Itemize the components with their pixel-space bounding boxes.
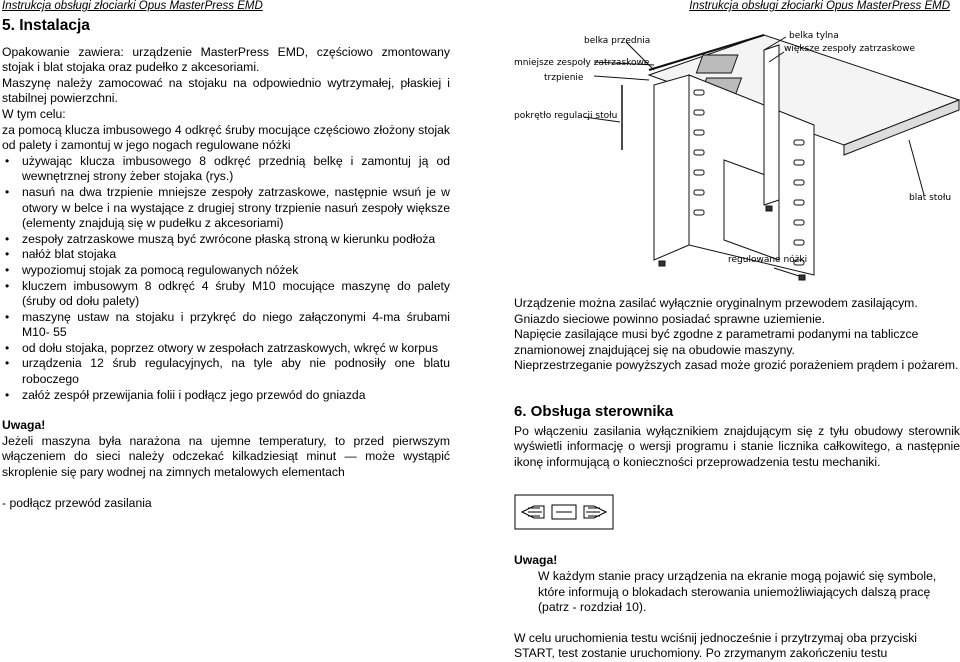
label-table-knob: pokrętło regulacji stołu [514,111,618,121]
label-pin: trzpienie [544,73,584,83]
right-warning-text: W każdym stanie pracy urządzenia na ekranie mogą pojawić się symbole, które informują o blokadach sterowania uniemożliwiających dalszą pracę (patrz - rozdział 10). [538,568,937,615]
warning-title: Uwaga! [2,418,46,433]
power-text-1: Urządzenie można zasilać wyłącznie oryginalnym przewodem zasilającym. [514,296,918,310]
controller-icon-panel [514,494,614,535]
installation-steps-list [2,154,450,404]
list-item: • nałóż blat stojaka [2,247,450,263]
power-text-3: Napięcie zasilające musi być zgodne z parametrami podanymi na tabliczce znamionowej znajdującej się na obudowie maszyny. [514,327,919,357]
power-text-2: Gniazdo sieciowe powinno posiadać sprawne uziemienie. [514,311,825,326]
power-cable-note: - podłącz przewód zasilania [2,495,152,510]
label-feet: regulowane nóżki [728,255,808,265]
list-item: • kluczem imbusowym 8 odkręć 4 śruby M10 mocujące maszynę do palety (śruby od dołu palety) [2,279,450,310]
hands-test-icon [514,494,614,530]
label-front-beam: belka przednia [584,36,651,46]
list-item: • wypoziomuj stojak za pomocą regulowanych nóżek [2,263,450,279]
list-item: • od dołu stojaka, poprzez otwory w zespołach zatrzaskowych, wkręć w korpus [2,341,450,357]
list-item: • urządzenia 12 śrub regulacyjnych, na tyle aby nie podnosiły one blatu roboczego [2,356,450,387]
controller-text: Po włączeniu zasilania wyłącznikiem znajdującym się z tyłu obudowy sterownik wyświetli informację o wersji programu i stanie licznika całkowitego, a następnie ikonę informującą o konieczności przeprowadzenia testu mechaniki. [514,423,960,469]
intro-paragraph-1: Opakowanie zawiera: urządzenie MasterPress EMD, częściowo zmontowany stojak i blat stojaka oraz pudełko z akcesoriami. [2,44,450,75]
start-text: W celu uruchomienia testu wciśnij jednocześnie i przytrzymaj oba przyciski START, test zostanie uruchomiony. Po zrzymanym zakończeniu testu [514,630,918,661]
power-text-4: Nieprzestrzeganie powyższych zasad może grozić porażeniem prądem i pożarem. [514,358,959,373]
page-header-left: Instrukcja obsługi złociarki Opus MasterPress EMD [2,0,263,12]
section-title-installation: 5. Instalacja [2,17,90,34]
list-item: • załóż zespół przewijania folii i podłącz jego przewód do gniazda [2,388,450,404]
section-title-controller: 6. Obsługa sterownika [514,402,674,420]
intro-paragraph-2: Maszynę należy zamocować na stojaku na odpowiednio wytrzymałej, płaskiej i stabilnej powierzchni. [2,75,450,106]
list-item: • maszynę ustaw na stojaku i przykręć do niego załączonymi 4-ma śrubami M10- 55 [2,310,450,341]
label-rear-beam: belka tylna [789,31,839,41]
warning-text: Jeżeli maszyna była narażona na ujemne temperatury, to przed pierwszym włączeniem do sieci należy odczekać kilkadziesiąt minut — może wystąpić skroplenie się pary wodnej na zimnych metalowych elementach [2,433,450,480]
list-item: • zespoły zatrzaskowe muszą być zwrócone płaską stroną w kierunku podłoża [2,232,450,248]
intro-paragraph-4: za pomocą klucza imbusowego 4 odkręć śruby mocujące częściowo złożony stojak od palety i zamontuj w jego nogach regulowane nóżki [2,122,450,153]
left-column [2,14,450,511]
page-header-right: Instrukcja obsługi złociarki Opus MasterPress EMD [689,0,950,12]
list-item: • używając klucza imbusowego 8 odkręć przednią belkę i zamontuj ją od wewnętrznej strony żeber stojaka (rys.) [2,154,450,185]
label-table-top: blat stołu [909,193,952,203]
right-warning-title: Uwaga! [514,553,558,568]
intro-paragraph-3: W tym celu: [2,106,66,121]
right-column [514,0,960,662]
label-larger-latch: większe zespoły zatrzaskowe [784,44,916,54]
label-small-latch: mniejsze zespoły zatrzaskowe [514,58,650,68]
list-item: • nasuń na dwa trzpienie mniejsze zespoły zatrzaskowe, następnie wsuń je w otwory w belce i na wystające z drugiej strony trzpienie nasuń zespoły większe (elementy znajdują się w pudełku z akcesoriami) [2,185,450,232]
